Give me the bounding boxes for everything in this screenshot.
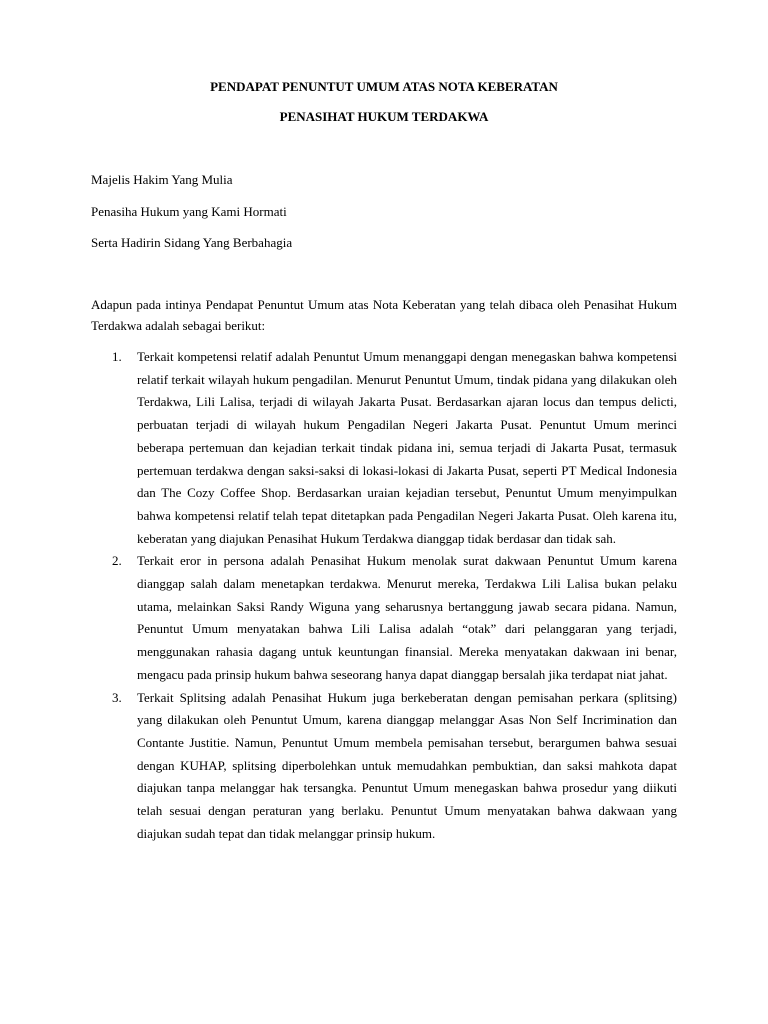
salutation-2: Penasiha Hukum yang Kami Hormati — [91, 204, 287, 219]
list-item-number: 1. — [112, 349, 122, 364]
list-item — [91, 687, 677, 846]
list-item-text: Terkait kompetensi relatif adalah Penuntut Umum menanggapi dengan menegaskan bahwa kompetensi relatif terkait wilayah hukum pengadilan. Menurut Penuntut Umum, tindak pidana yang dilakukan oleh Terdakwa, Lili Lalisa, terjadi di wilayah Jakarta Pusat. Berdasarkan ajaran locus dan tempus delicti, perbuatan terjadi di wilayah hukum Pengadilan Negeri Jakarta Pusat. Penuntut Umum merinci beberapa pertemuan dan kejadian terkait tindak pidana ini, semua terjadi di Jakarta Pusat, termasuk pertemuan terdakwa dengan saksi-saksi di lokasi-lokasi di Jakarta Pusat, seperti PT Medical Indonesia dan The Cozy Coffee Shop. Berdasarkan uraian kejadian tersebut, Penuntut Umum menyimpulkan bahwa kompetensi relatif telah tepat ditetapkan pada Pengadilan Negeri Jakarta Pusat. Oleh karena itu, keberatan yang diajukan Penasihat Hukum Terdakwa dianggap tidak berdasar dan tidak sah. — [137, 349, 677, 546]
list-item — [91, 346, 677, 550]
list-item-number: 2. — [112, 553, 122, 569]
document-title-line-1: PENDAPAT PENUNTUT UMUM ATAS NOTA KEBERATAN — [210, 79, 558, 94]
intro-paragraph: Adapun pada intinya Pendapat Penuntut Umum atas Nota Keberatan yang telah dibaca oleh Penasihat Hukum Terdakwa adalah sebagai berikut: — [91, 297, 677, 333]
salutation-3: Serta Hadirin Sidang Yang Berbahagia — [91, 235, 293, 250]
list-item — [91, 550, 677, 686]
list-item-text: Terkait eror in persona adalah Penasihat Hukum menolak surat dakwaan Penuntut Umum karena dianggap salah dalam menetapkan terdakwa. Menurut mereka, Terdakwa Lili Lalisa bukan pelaku utama, melainkan Saksi Randy Wiguna yang seharusnya bertanggung jawab secara pidana. Namun, Penuntut Umum menyatakan bahwa Lili Lalisa adalah “otak” dari pelanggaran yang terjadi, menggunakan rahasia dagang untuk keuntungan finansial. Mereka menyatakan dakwaan ini benar, mengacu pada prinsip hukum bahwa seseorang hanya dapat dianggap bersalah jika terdapat niat jahat. — [137, 553, 677, 682]
list-item-text: Terkait Splitsing adalah Penasihat Hukum juga berkeberatan dengan pemisahan perkara (splitsing) yang dilakukan oleh Penuntut Umum, karena dianggap melanggar Asas Non Self Incrimination dan Contante Justitie. Namun, Penuntut Umum membela pemisahan tersebut, berargumen bahwa sesuai dengan KUHAP, splitsing diperbolehkan untuk memudahkan pembuktian, dan saksi mahkota dapat diajukan tanpa melanggar hak tersangka. Penuntut Umum menegaskan bahwa prosedur yang diikuti telah sesuai dengan peraturan yang berlaku. Penuntut Umum menyatakan bahwa dakwaan yang diajukan sudah tepat dan tidak melanggar prinsip hukum. — [137, 689, 677, 841]
numbered-list — [91, 346, 677, 845]
salutation-1: Majelis Hakim Yang Mulia — [91, 172, 233, 187]
document-title-line-2: PENASIHAT HUKUM TERDAKWA — [279, 109, 489, 124]
list-item-number: 3. — [112, 689, 122, 705]
